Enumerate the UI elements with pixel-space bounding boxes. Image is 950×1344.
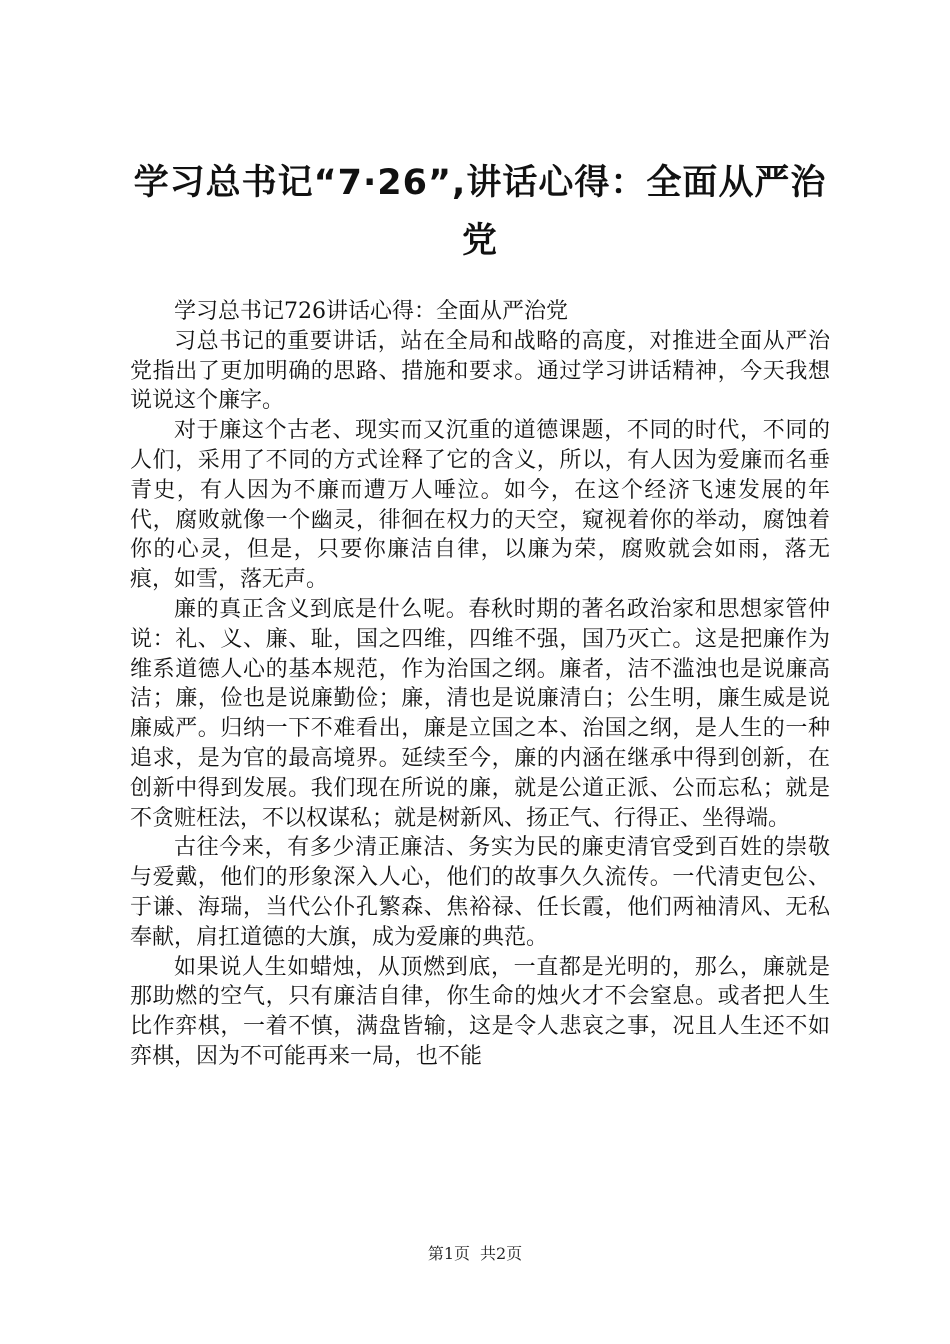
- document-title: [120, 154, 840, 270]
- page-footer: [0, 1244, 950, 1264]
- paragraph-5: 如果说人生如蜡烛，从顶燃到底，一直都是光明的，那么，廉就是那助燃的空气，只有廉洁自律，你生命的烛火才不会窒息。或者把人生比作弈棋，一着不慎，满盘皆输，这是令人悲哀之事，况且人生还不如弈棋，因为不可能再来一局，也不能: [130, 954, 830, 1069]
- paragraph-4: 古往今来，有多少清正廉洁、务实为民的廉吏清官受到百姓的崇敬与爱戴，他们的形象深入人心，他们的故事久久流传。一代清吏包公、于谦、海瑞，当代公仆孔繁森、焦裕禄、任长霞，他们两袖清风、无私奉献，肩扛道德的大旗，成为爱廉的典范。: [130, 835, 830, 950]
- page-number: 第1页: [427, 1244, 470, 1263]
- paragraph-1: 习总书记的重要讲话，站在全局和战略的高度，对推进全面从严治党指出了更加明确的思路、措施和要求。通过学习讲话精神，今天我想说说这个廉字。: [130, 328, 830, 414]
- paragraph-2: 对于廉这个古老、现实而又沉重的道德课题，不同的时代，不同的人们，采用了不同的方式诠释了它的含义，所以，有人因为爱廉而名垂青史，有人因为不廉而遭万人唾泣。如今，在这个经济飞速发展的年代，腐败就像一个幽灵，徘徊在权力的天空，窥视着你的举动，腐蚀着你的心灵，但是，只要你廉洁自律，以廉为荣，腐败就会如雨，落无痕，如雪，落无声。: [130, 418, 830, 593]
- title-line-2: 党: [461, 221, 498, 261]
- paragraph-subtitle: 学习总书记726讲话心得：全面从严治党: [174, 299, 568, 324]
- document-body: [130, 297, 830, 1072]
- title-line-1: 学习总书记“7·26”,讲话心得：全面从严治: [133, 163, 827, 203]
- page-total: 共2页: [480, 1244, 523, 1263]
- paragraph-3: 廉的真正含义到底是什么呢。春秋时期的著名政治家和思想家管仲说：礼、义、廉、耻，国之四维，四维不强，国乃灭亡。这是把廉作为维系道德人心的基本规范，作为治国之纲。廉者，洁不滥浊也是说廉高洁；廉，俭也是说廉勤俭；廉，清也是说廉清白；公生明，廉生威是说廉威严。归纳一下不难看出，廉是立国之本、治国之纲，是人生的一种追求，是为官的最高境界。延续至今，廉的内涵在继承中得到创新，在创新中得到发展。我们现在所说的廉，就是公道正派、公而忘私；就是不贪赃枉法，不以权谋私；就是树新风、扬正气、行得正、坐得端。: [130, 596, 830, 831]
